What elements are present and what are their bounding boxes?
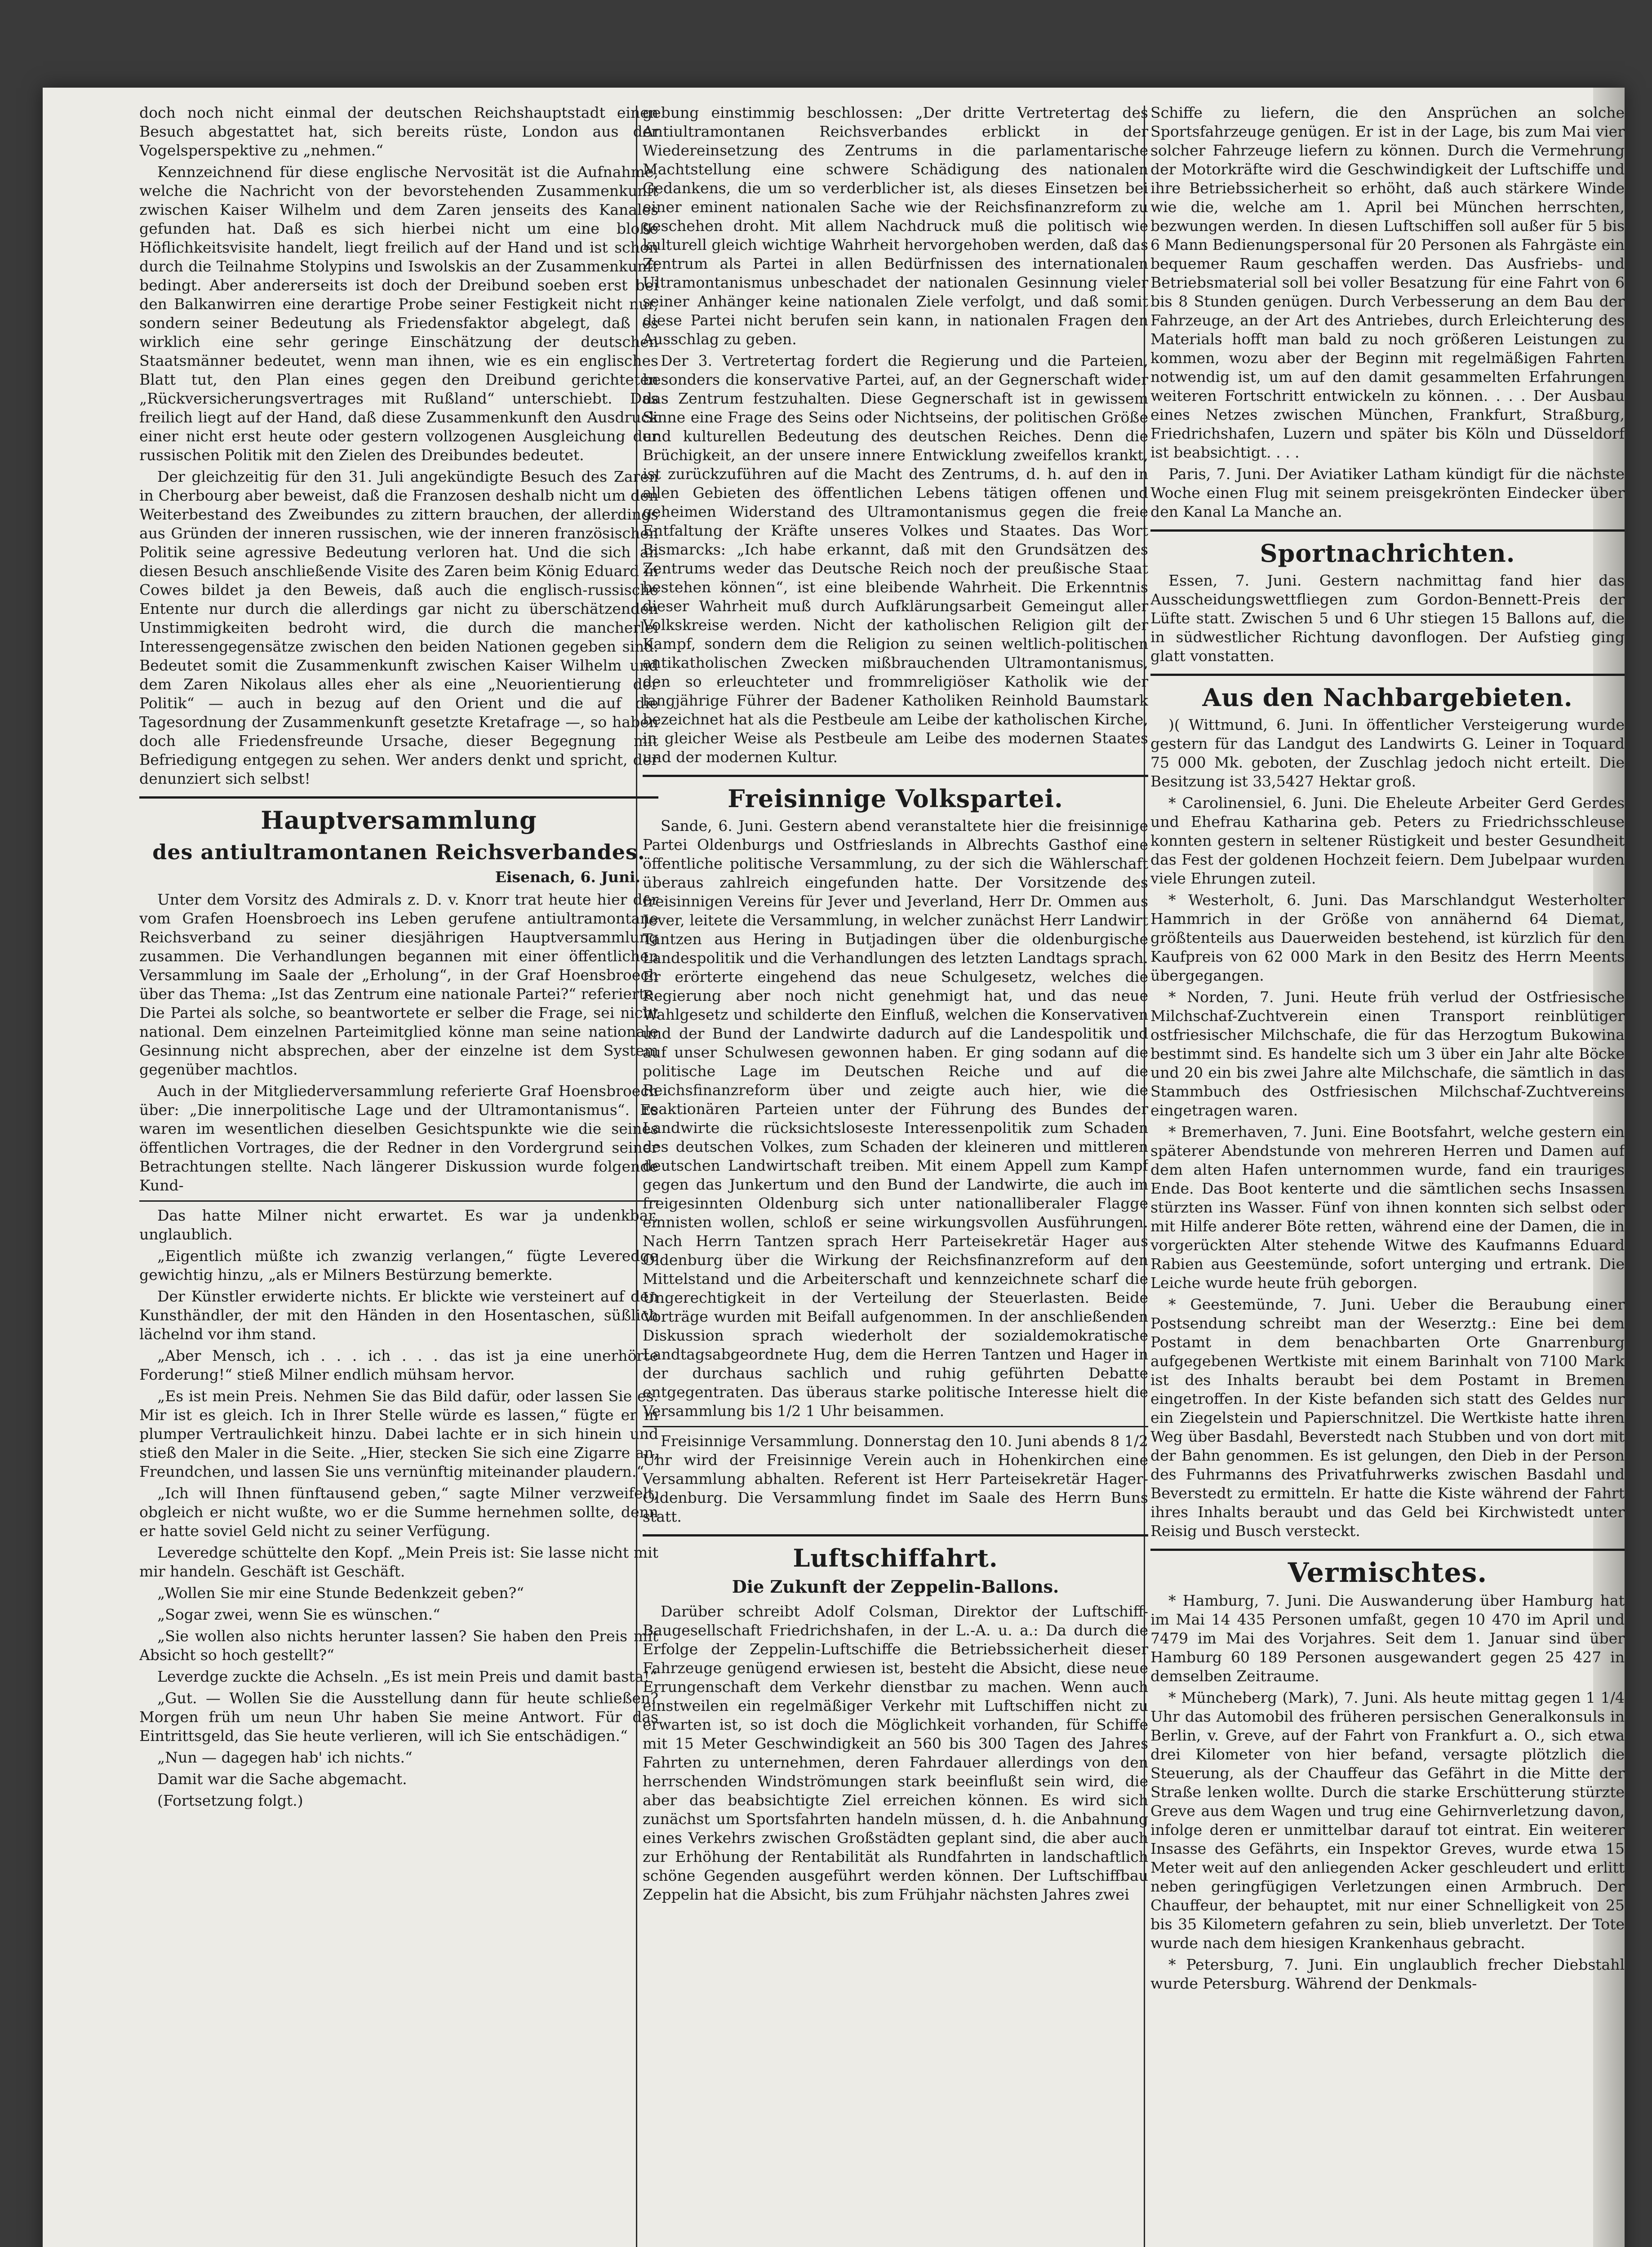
- article-title: Die Zukunft der Zeppelin-Ballons.: [732, 1576, 1059, 1597]
- section-divider: [643, 775, 1148, 777]
- column-2: [643, 103, 1148, 2247]
- story-paragraph: Leverdge zuckte die Achseln. „Es ist mein Preis und damit basta!“: [157, 1668, 657, 1685]
- article-paragraph: Schiffe zu liefern, die den Ansprüchen an solche Sportsfahrzeuge genügen. Er ist in der Lage, bis zum Mai vier solcher Fahrzeuge liefern zu können. Durch die Vermehrung der Motorkräfte wird die Geschwindigkeit der Luftschiffe und ihre Betriebssicherheit so erhöht, daß auch stärkere Winde wie die, welche am 1. April bei München herrschten, bezwungen werden. In diesen Luftschiffen soll außer für 5 bis 6 Mann Bedienungspersonal für 20 Personen als Fahrgäste ein bequemer Raum geschaffen werden. Das Ausfriebs- und Betriebsmaterial soll bei voller Besatzung für eine Fahrt von 6 bis 8 Stunden genügen. Durch Verbesserung an dem Bau der Fahrzeuge, an der Art des Antriebes, durch Erleichterung des Materials hofft man bald zu noch größeren Leistungen zu kommen, wozu aber der Beginn mit regelmäßigen Fahrten notwendig ist, um auf den damit gesammelten Erfahrungen weiteren Fortschritt entwickeln zu können. . . . Der Ausbau eines Netzes zwischen München, Frankfurt, Straßburg, Friedrichshafen, Luzern und später bis Köln und Düsseldorf ist beabsichtigt. . . .: [1150, 104, 1625, 461]
- column-3: [1150, 103, 1625, 2247]
- article-paragraph: Der gleichzeitig für den 31. Juli angekündigte Besuch des Zaren in Cherbourg aber beweist, daß die Franzosen deshalb nicht um den Weiterbestand des Zweibundes zu zittern brauchen, der allerdings aus Gründen der inneren russischen, wie der inneren französischen Politik seine agressive Bedeutung verloren hat. Und die sich an diesen Besuch anschließende Visite des Zaren beim König Eduard in Cowes bildet ja den Beweis, daß auch die englisch-russische Entente nur durch die allerdings gar nicht zu überschätzenden Unstimmigkeiten bedroht wird, die durch die mancherlei Interessengegensätze zwischen den beiden Nationen gegeben sind. Bedeutet somit die Zusammenkunft zwischen Kaiser Wilhelm und dem Zaren Nikolaus alles eher als eine „Neuorientierung der Politik“ — auch in bezug auf den Orient und die auf die Tagesordnung der Zusammenkunft gesetzte Kretafrage —, so haben doch alle Friedensfreunde Ursache, dieser Begegnung mit Befriedigung entgegen zu sehen. Wer anders denkt und spricht, der denunziert sich selbst!: [139, 468, 658, 787]
- section-divider: [1150, 529, 1625, 532]
- dateline: Eisenach, 6. Juni.: [495, 868, 640, 886]
- article-paragraph: Der 3. Vertretertag fordert die Regierung und die Parteien, besonders die konservative Partei, auf, an der Gegnerschaft wider das Zentrum festzuhalten. Diese Gegnerschaft ist in gewissem Sinne eine Frage des Seins oder Nichtseins, der politischen Größe und kulturellen Bedeutung des deutschen Reiches. Denn die Brüchigkeit, an der unsere innere Entwicklung zweifellos krankt, ist zurückzuführen auf die Macht des Zentrums, d. h. auf den in allen Gebieten des öffentlichen Lebens tätigen offenen und geheimen Widerstand des Ultramontanismus gegen die freie Entfaltung der Kräfte unseres Volkes und Staates. Das Wort Bismarcks: „Ich habe erkannt, daß mit den Grundsätzen des Zentrums weder das Deutsche Reich noch der preußische Staat bestehen können“, ist eine bleibende Wahrheit. Die Erkenntnis dieser Wahrheit muß durch Aufklärungsarbeit Gemeingut aller Volkskreise werden. Nicht der katholischen Religion gilt der Kampf, sondern dem die Religion zu seinen weltlich-politischen antikatholischen Zwecken mißbrauchenden Ultramontanismus, den so erleuchteter und frommreligiöser Katholik wie der langjährige Führer der Badener Katholiken Reinhold Baumstark bezeichnet hat als die Pestbeule am Leibe der katholischen Kirche, in gleicher Weise als Pestbeule am Leibe des modernen Staates und der modernen Kultur.: [643, 352, 1148, 766]
- section-heading: Luftschiffahrt.: [793, 1544, 998, 1572]
- feuilleton-divider: [139, 1200, 658, 1202]
- story-paragraph: „Wollen Sie mir eine Stunde Bedenkzeit geben?“: [157, 1584, 524, 1602]
- article-paragraph: * Westerholt, 6. Juni. Das Marschlandgut Westerholter Hammrich in der Größe von annähernd 64 Diemat, größtenteils aus Dauerweiden bestehend, ist kürzlich für den Kaufpreis von 62 000 Mark in den Besitz des Herrn Meents übergegangen.: [1150, 891, 1625, 984]
- story-paragraph: Leveredge schüttelte den Kopf. „Mein Preis ist: Sie lasse nicht mit mir handeln. Geschäft ist Geschäft.: [139, 1544, 658, 1580]
- continuation-note: (Fortsetzung folgt.): [157, 1792, 303, 1809]
- story-paragraph: Der Künstler erwiderte nichts. Er blickte wie versteinert auf den Kunsthändler, der mit den Händen in den Hosentaschen, süßlich lächelnd vor ihm stand.: [139, 1288, 658, 1343]
- article-paragraph: Kennzeichnend für diese englische Nervosität ist die Aufnahme, welche die Nachricht von der bevorstehenden Zusammenkunft zwischen Kaiser Wilhelm und dem Zaren jenseits des Kanales gefunden hat. Daß es sich hierbei nicht um eine bloße Höflichkeitsvisite handelt, liegt freilich auf der Hand und ist schon durch die Teilnahme Stolypins und Iswolskis an der Zusammenkunft bedingt. Aber andererseits ist doch der Dreibund soeben erst bei den Balkanwirren eine derartige Probe seiner Festigkeit nicht nur, sondern seiner Bedeutung als Friedensfaktor abgelegt, daß es wirklich eine sehr geringe Einschätzung der deutschen Staatsmänner bedeutet, wenn man ihnen, wie es ein englisches Blatt tut, den Plan eines gegen den Dreibund gerichteten „Rückversicherungsvertrages mit Rußland“ unterschiebt. Das freilich liegt auf der Hand, daß diese Zusammenkunft den Ausdruck einer nicht erst heute oder gestern vollzogenen Ausgleichung der russischen Politik mit den Zielen des Dreibundes bedeutet.: [139, 163, 658, 464]
- section-divider: [643, 1534, 1148, 1536]
- story-paragraph: „Gut. — Wollen Sie die Ausstellung dann für heute schließen? Morgen früh um neun Uhr haben Sie meine Antwort. Für das Eintrittsgeld, das Sie heute verlieren, will ich Sie entschädigen.“: [139, 1689, 658, 1745]
- story-paragraph: „Nun — dagegen hab' ich nichts.“: [157, 1749, 413, 1766]
- article-paragraph: * Bremerhaven, 7. Juni. Eine Bootsfahrt, welche gestern ein späterer Abendstunde von mehreren Herren und Damen auf dem alten Hafen unternommen wurde, fand ein trauriges Ende. Das Boot kenterte und die sämtlichen sechs Insassen stürzten ins Wasser. Fünf von ihnen konnten sich selbst oder mit Hilfe anderer Böte retten, während eine der Damen, die in vorgerückten Alter stehende Witwe des Kaufmanns Eduard Rabien aus Geestemünde, sofort unterging und ertrank. Die Leiche wurde heute früh geborgen.: [1150, 1123, 1625, 1292]
- section-divider: [139, 796, 658, 799]
- article-paragraph: Unter dem Vorsitz des Admirals z. D. v. Knorr trat heute hier der vom Grafen Hoensbroech ins Leben gerufene antiultramontane Reichsverband zu seiner diesjährigen Hauptversammlung zusammen. Die Verhandlungen begannen mit einer öffentlichen Versammlung im Saale der „Erholung“, in der Graf Hoensbroech über das Thema: „Ist das Zentrum eine nationale Partei?“ referierte. Die Partei als solche, so beantwortete er selber die Frage, sei nicht national. Dem einzelnen Parteimitglied könne man seine nationale Gesinnung nicht absprechen, aber der einzelne ist dem System gegenüber machtlos.: [139, 891, 658, 1078]
- newspaper-page: [43, 88, 1625, 2247]
- article-paragraph: Essen, 7. Juni. Gestern nachmittag fand hier das Ausscheidungswettfliegen zum Gordon-Bennett-Preis der Lüfte statt. Zwischen 5 und 6 Uhr stiegen 15 Ballons auf, die in südwestlicher Richtung davonflogen. Der Aufstieg ging glatt vonstatten.: [1150, 572, 1625, 665]
- story-paragraph: „Aber Mensch, ich . . . ich . . . das ist ja eine unerhörte Forderung!“ stieß Milner endlich mühsam hervor.: [139, 1347, 658, 1383]
- section-heading: Freisinnige Volkspartei.: [728, 784, 1063, 813]
- section-subheading: des antiultramontanen Reichsverbandes.: [152, 840, 645, 864]
- article-paragraph: Freisinnige Versammlung. Donnerstag den 10. Juni abends 8 1/2 Uhr wird der Freisinnige Verein auch in Hohenkirchen eine Versammlung abhalten. Referent ist Herr Parteisekretär Hager-Oldenburg. Die Versammlung findet im Saale des Herrn Buns statt.: [643, 1432, 1148, 1525]
- article-paragraph: * Carolinensiel, 6. Juni. Die Eheleute Arbeiter Gerd Gerdes und Ehefrau Katharina geb. Peters zu Friedrichsschleuse konnten gestern in seltener Rüstigkeit und bester Gesundheit das Fest der goldenen Hochzeit feiern. Dem Jubelpaar wurden viele Ehrungen zuteil.: [1150, 794, 1625, 887]
- article-paragraph: * Petersburg, 7. Juni. Ein unglaublich frecher Diebstahl wurde Petersburg. Während der Denkmals-: [1150, 1956, 1625, 1992]
- article-paragraph: Auch in der Mitgliederversammlung referierte Graf Hoensbroech über: „Die innerpolitische Lage und der Ultramontanismus“. Es waren im wesentlichen dieselben Gesichtspunkte wie die seines öffentlichen Vortrages, die der Redner in den Vordergrund seiner Betrachtungen stellte. Nach längerer Diskussion wurde folgende Kund-: [139, 1082, 658, 1194]
- section-divider: [1150, 674, 1625, 676]
- column-1: [139, 103, 658, 2247]
- article-paragraph: doch noch nicht einmal der deutschen Reichshauptstadt einen Besuch abgestattet hat, sich bereits rüste, London aus der Vogelsperspektive zu „nehmen.“: [139, 104, 658, 159]
- section-heading: Hauptversammlung: [261, 806, 537, 835]
- article-paragraph: Sande, 6. Juni. Gestern abend veranstaltete hier die freisinnige Partei Oldenburgs und Ostfrieslands in Albrechts Gasthof eine öffentliche politische Versammlung, zu der sich die Wählerschaft überaus zahlreich eingefunden hatte. Der Vorsitzende des freisinnigen Vereins für Jever und Jeverland, Herr Dr. Ommen aus Jever, leitete die Versammlung, in welcher zunächst Herr Landwirt Tantzen aus Hering in Butjadingen über die oldenburgische Landespolitik und die Verhandlungen des letzten Landtags sprach. Er erörterte eingehend das neue Schulgesetz, welches die Regierung aber noch nicht genehmigt hat, und das neue Wahlgesetz und schilderte den Einfluß, welchen die Konservativen und der Bund der Landwirte dadurch auf die Landespolitik und auf unser Schulwesen gewonnen haben. Er ging sodann auf die politische Lage im Deutschen Reiche und auf die Reichsfinanzreform über und zeigte auch hier, wie die reaktionären Parteien unter der Führung des Bundes der Landwirte die rücksichtsloseste Interessenpolitik zum Schaden des deutschen Volkes, zum Schaden der kleineren und mittleren deutschen Landwirtschaft treiben. Mit einem Appell zum Kampf gegen das Junkertum und den Bund der Landwirte, die auch im freigesinnten Oldenburg sich unter nationalliberaler Flagge einnisten wollen, schloß er seine wirkungsvollen Ausführungen. Nach Herrn Tantzen sprach Herr Parteisekretär Hager aus Oldenburg über die Wirkung der Reichsfinanzreform auf den Mittelstand und die Arbeiterschaft und kennzeichnete scharf die Ungerechtigkeit in der Verteilung der Steuerlasten. Beide Vorträge wurden mit Beifall aufgenommen. In der anschließenden Diskussion sprach wiederholt der sozialdemokratische Landtagsabgeordnete Hug, dem die Herren Tantzen und Hager in der durchaus sachlich und ruhig geführten Debatte entgegentraten. Das überaus starke politische Interesse hielt die Versammlung bis 1/2 1 Uhr beisammen.: [643, 817, 1148, 1420]
- article-paragraph: Paris, 7. Juni. Der Aviatiker Latham kündigt für die nächste Woche einen Flug mit seinem preisgekrönten Eindecker über den Kanal La Manche an.: [1150, 465, 1625, 520]
- story-paragraph: Damit war die Sache abgemacht.: [157, 1770, 407, 1788]
- article-paragraph: * Geestemünde, 7. Juni. Ueber die Beraubung einer Postsendung schreibt man der Weserztg.: Eine bei dem Postamt in dem benachbarten Orte Gnarrenburg aufgegebenen Wertkiste mit einem Barinhalt von 7100 Mark ist des Inhalts beraubt bei dem Postamt in Bremen eingetroffen. In der Kiste befanden sich statt des Geldes nur ein Ziegelstein und Papierschnitzel. Die Wertkiste hatte ihren Weg über Basdahl, Beverstedt nach Stubben und von dort mit der Bahn genommen. Es ist gelungen, den Dieb in der Person des Fuhrmanns des Privatfuhrwerks zwischen Basdahl und Beverstedt zu ermitteln. Er hatte die Kiste während der Fahrt ihres Inhalts beraubt und das Geld bei Kirchwistedt unter Reisig und Busch versteckt.: [1150, 1296, 1625, 1540]
- article-paragraph: Darüber schreibt Adolf Colsman, Direktor der Luftschiff-Baugesellschaft Friedrichshafen, in der L.-A. u. a.: Da durch die Erfolge der Zeppelin-Luftschiffe die Betriebssicherheit dieser Fahrzeuge genügend erwiesen ist, besteht die Absicht, diese neue Errungenschaft dem Verkehr dienstbar zu machen. Wenn auch einstweilen ein regelmäßiger Verkehr mit Luftschiffen nicht zu erwarten ist, so ist doch die Möglichkeit vorhanden, für Schiffe mit 15 Meter Geschwindigkeit an 560 bis 300 Tagen des Jahres Fahrten zu unternehmen, deren Fahrdauer allerdings von den herrschenden Windströmungen stark beeinflußt sein wird, die aber das beabsichtigte Ziel erreichen können. Es wird sich zunächst um Sportsfahrten handeln müssen, d. h. die Anbahnung eines Verkehrs zwischen Großstädten geplant sind, die aber auch zur Erhöhung der Rentabilität als Rundfahrten in landschaftlich schöne Gegenden ausgeführt werden können. Der Luftschiffbau Zeppelin hat die Absicht, bis zum Frühjahr nächsten Jahres zwei: [643, 1603, 1148, 1903]
- article-paragraph: * Müncheberg (Mark), 7. Juni. Als heute mittag gegen 1 1/4 Uhr das Automobil des früheren persischen Generalkonsuls in Berlin, v. Greve, auf der Fahrt von Frankfurt a. O., sich etwa drei Kilometer von hier befand, versagte plötzlich die Steuerung, als der Chauffeur das Gefährt in die Mitte der Straße lenken wollte. Durch die starke Erschütterung stürzte Greve aus dem Wagen und trug eine Gehirnverletzung davon, infolge deren er unmittelbar darauf tot eintrat. Ein weiterer Insasse des Gefährts, ein Inspektor Greves, wurde etwa 15 Meter weit auf den anliegenden Acker geschleudert und erlitt neben geringfügigen Verletzungen einen Armbruch. Der Chauffeur, der behauptet, mit nur einer Schnelligkeit von 25 bis 35 Kilometern gefahren zu sein, blieb unverletzt. Der Tote wurde nach dem hiesigen Krankenhaus gebracht.: [1150, 1689, 1625, 1952]
- story-paragraph: „Es ist mein Preis. Nehmen Sie das Bild dafür, oder lassen Sie es. Mir ist es gleich. Ich in Ihrer Stelle würde es lassen,“ fügte er in plumper Vertraulichkeit hinzu. Dabei lachte er in sich hinein und stieß den Maler in die Seite. „Hier, stecken Sie sich eine Zigarre an, Freundchen, und lassen Sie uns vernünftig miteinander plaudern.“: [139, 1387, 658, 1480]
- story-paragraph: „Ich will Ihnen fünftausend geben,“ sagte Milner verzweifelt, obgleich er nicht wußte, wo er die Summe hernehmen sollte, denn er hatte soviel Geld nicht zu seiner Verfügung.: [139, 1484, 658, 1540]
- story-paragraph: „Eigentlich müßte ich zwanzig verlangen,“ fügte Leveredge gewichtig hinzu, „als er Milners Bestürzung bemerkte.: [139, 1247, 658, 1283]
- section-heading: Aus den Nachbargebieten.: [1202, 683, 1573, 712]
- article-paragraph: )( Wittmund, 6. Juni. In öffentlicher Versteigerung wurde gestern für das Landgut des Landwirts G. Leiner in Toquard 75 000 Mk. geboten, der Zuschlag jedoch nicht erteilt. Die Besitzung ist 33,5427 Hektar groß.: [1150, 716, 1625, 790]
- article-paragraph: gebung einstimmig beschlossen: „Der dritte Vertretertag des Antiultramontanen Reichsverbandes erblickt in der Wiedereinsetzung des Zentrums in die parlamentarische Machtstellung eine schwere Schädigung des nationalen Gedankens, die um so verderblicher ist, als dieses Einsetzen bei einer eminent nationalen Sache wie der Reichsfinanzreform zu geschehen droht. Mit allem Nachdruck muß die politisch wie kulturell gleich wichtige Wahrheit hervorgehoben werden, daß das Zentrum als Partei in allen Bedürfnissen des internationalen Ultramontanismus unbeschadet der nationalen Gesinnung vieler seiner Anhänger keine nationalen Ziele verfolgt, und daß somit diese Partei nicht berufen sein kann, in nationalen Fragen den Ausschlag zu geben.: [643, 104, 1148, 348]
- section-divider: [643, 1426, 1148, 1427]
- section-heading: Vermischtes.: [1288, 1557, 1488, 1589]
- story-paragraph: Das hatte Milner nicht erwartet. Es war ja undenkbar, unglaublich.: [139, 1207, 658, 1243]
- article-paragraph: * Norden, 7. Juni. Heute früh verlud der Ostfriesische Milchschaf-Zuchtverein einen Transport reinblütiger ostfriesischer Milchschafe, die für das Herzogtum Bukowina bestimmt sind. Es handelte sich um 3 über ein Jahr alte Böcke und 20 ein bis zwei Jahre alte Milchschafe, die sämtlich in das Stammbuch des Ostfriesischen Milchschaf-Zuchtvereins eingetragen waren.: [1150, 988, 1625, 1119]
- article-paragraph: * Hamburg, 7. Juni. Die Auswanderung über Hamburg hat im Mai 14 435 Personen umfaßt, gegen 10 470 im April und 7479 im Mai des Vorjahres. Seit dem 1. Januar sind über Hamburg 60 189 Personen ausgewandert gegen 25 427 in demselben Zeitraume.: [1150, 1592, 1625, 1685]
- section-divider: [1150, 1549, 1625, 1551]
- story-paragraph: „Sogar zwei, wenn Sie es wünschen.“: [157, 1606, 440, 1623]
- section-heading: Sportnachrichten.: [1260, 539, 1515, 568]
- story-paragraph: „Sie wollen also nichts herunter lassen? Sie haben den Preis mit Absicht so hoch gestellt?“: [139, 1627, 658, 1664]
